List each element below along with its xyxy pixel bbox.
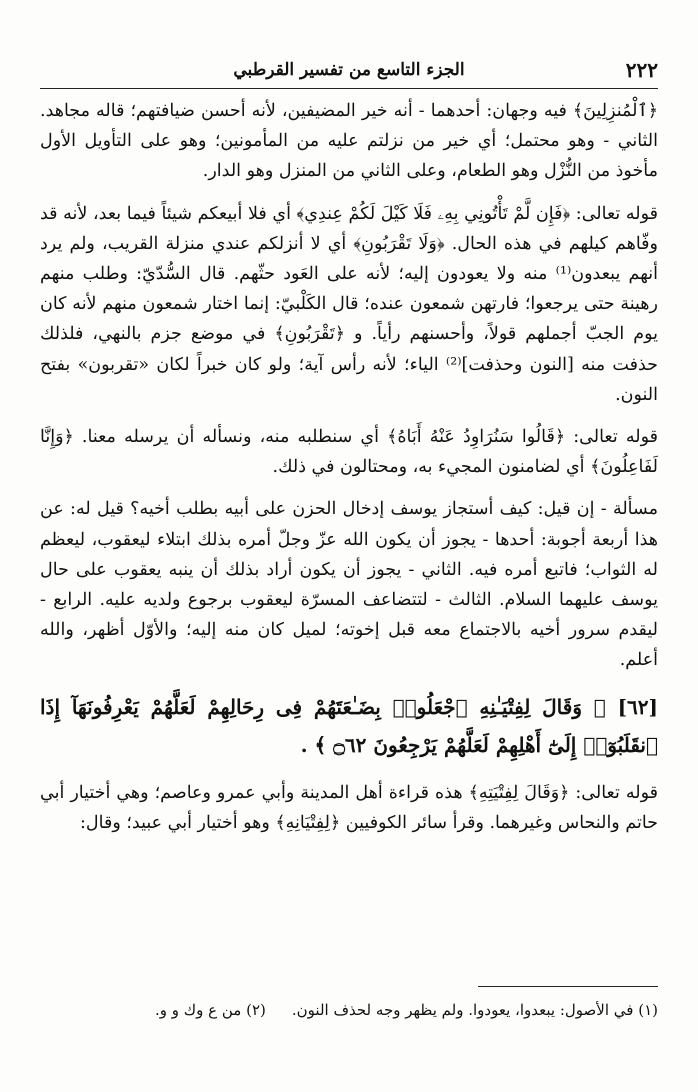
quran-verse: [٦٢] ﴿ وَقَالَ لِفِتْيَـٰنِهِ ٱجْعَلُوا۟ بِضَـٰعَتَهُمْ فِى رِحَالِهِمْ لَعَلَّهُمْ يَعْرِفُونَهَآ إِذَا ٱنقَلَبُوٓا۟ إِلَىٰٓ أَهْلِهِمْ لَعَلَّهُمْ يَرْجِعُونَ ۝٦٢ ﴾ . [40, 694, 658, 757]
paragraph-2: قوله تعالى: ﴿فَإِن لَّمْ تَأْتُونِي بِهِۦ فَلَا كَيْلَ لَكُمْ عِندِي﴾ أي فلا أبيعكم شيئاً فيما بعد، لأنه قد وفّاهم كيلهم في هذه الحال. ﴿وَلَا تَقْرَبُونِ﴾ أي لا أنزلكم عندي منزلة القريب، ولم يرد أنهم يبعدون⁽¹⁾ منه ولا يعودون إليه؛ لأنه على العَود حثّهم. قال السُّدّيّ: وطلب منهم رهينة حتى يرجعوا؛ فارتهن شمعون عنده؛ قال الكَلْبيّ: إنما اختار شمعون منهم لأنه كان يوم الجبّ أجملهم قولاً، وأحسنهم رأياً. و ﴿تَقْرَبُونِ﴾ في موضع جزم بالنهي، فلذلك حذفت منه [النون وحذفت]⁽²⁾ الياء؛ لأنه رأس آية؛ ولو كان خبراً لكان «تقربون» بفتح النون. [40, 203, 659, 405]
paragraph-4: مسألة - إن قيل: كيف أستجاز يوسف إدخال الحزن على أبيه بطلب أخيه؟ قيل له: عن هذا أربعة أجوبة: أحدها - يجوز أن يكون الله عزّ وجلّ أمره بذلك ابتلاء ليعقوب، ليعظم له الثواب؛ فاتبع أمره فيه. الثاني - يجوز أن يكون أراد بذلك أن ينبه يعقوب على حال يوسف عليهما السلام. الثالث - لتتضاعف المسرّة ليعقوب برجوع ولديه عليه. الرابع - ليقدم سرور أخيه بالاجتماع معه قبل إخوته؛ لميل كان منه إليه؛ والأوّل أظهر، والله أعلم. [40, 499, 658, 671]
footnotes [40, 986, 658, 1019]
page-number: ٢٢٢ [625, 58, 658, 82]
paragraph-1: ﴿ٱلْمُنزِلِينَ﴾ فيه وجهان: أحدهما - أنه خير المضيفين، لأنه أحسن ضيافتهم؛ قاله مجاهد. الثاني - وهو محتمل؛ أي خير من نزلتم عليه من المأمونين؛ وهو على التأويل الأول مأخوذ من النُّزْل وهو الطعام، وعلى الثاني من المنزل وهو الدار. [40, 101, 658, 182]
footnote-2: (٢) من ع وك و و. [155, 1001, 266, 1019]
page-header [40, 58, 658, 89]
footnote-divider [478, 986, 658, 987]
running-title: الجزء التاسع من تفسير القرطبي [233, 60, 465, 80]
paragraph-3: قوله تعالى: ﴿قَالُوا سَنُرَاوِدُ عَنْهُ أَبَاهُ﴾ أي سنطلبه منه، ونسأله أن يرسله معنا. ﴿وَإِنَّا لَفَاعِلُونَ﴾ أي لضامنون المجيء به، ومحتالون في ذلك. [40, 427, 658, 478]
footnote-1: (١) في الأصول: يبعدوا، يعودوا. ولم يظهر وجه لحذف النون. [291, 1001, 658, 1019]
paragraph-5: قوله تعالى: ﴿وَقَالَ لِفِتْيَتِهِ﴾ هذه قراءة أهل المدينة وأبي عمرو وعاصم؛ وهي أختيار أبي حاتم والنحاس وغيرهما. وقرأ سائر الكوفيين ﴿لِفِتْيَانِهِ﴾ وهو أختيار أبي عبيد؛ وقال: [40, 782, 658, 833]
body-text [40, 96, 658, 850]
